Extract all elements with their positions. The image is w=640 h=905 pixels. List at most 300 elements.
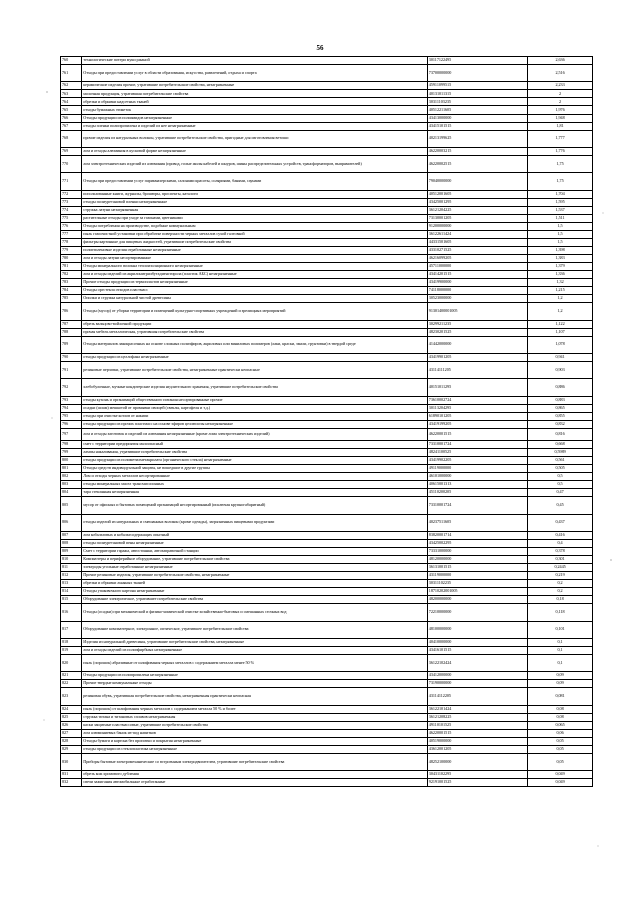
row-number: 778 bbox=[61, 238, 82, 246]
row-number: 803 bbox=[61, 481, 82, 489]
fkko-code: 73700000000 bbox=[427, 65, 527, 82]
table-row bbox=[61, 106, 593, 114]
row-number: 785 bbox=[61, 295, 82, 303]
waste-name: электроды угольные отработанные незагрязненные bbox=[82, 564, 428, 572]
row-number: 813 bbox=[61, 580, 82, 588]
table-row bbox=[61, 98, 593, 106]
quantity-value: 0,45 bbox=[528, 497, 593, 514]
waste-name: Изделия из натуральной древесины, утратившие потребительские свойства, незагрязненные bbox=[82, 638, 428, 646]
quantity-value: 0,101 bbox=[528, 621, 593, 638]
fkko-code: 73610002724 bbox=[427, 396, 527, 404]
table-row bbox=[61, 646, 593, 654]
table-row bbox=[61, 361, 593, 378]
fkko-code: 43419902205 bbox=[427, 457, 527, 465]
quantity-value: 0,2 bbox=[528, 588, 593, 596]
waste-name: резиновая обувь, утратившая потребительские свойства, незагрязненная практически неопасная bbox=[82, 688, 428, 705]
fkko-code: 43114111205 bbox=[427, 361, 527, 378]
table-row bbox=[61, 271, 593, 279]
row-number: 789 bbox=[61, 336, 82, 353]
quantity-value: 1,704 bbox=[528, 190, 593, 198]
fkko-code: 40512001605 bbox=[427, 190, 527, 198]
table-row bbox=[61, 130, 593, 147]
row-number: 790 bbox=[61, 353, 82, 361]
row-number: 794 bbox=[61, 404, 82, 412]
waste-name: молочная продукция, утратившая потребительские свойства bbox=[82, 90, 428, 98]
fkko-code: 43412000000 bbox=[427, 672, 527, 680]
waste-name: каски защитные пластмассовые, утратившие потребительские свойства bbox=[82, 721, 428, 729]
row-number: 787 bbox=[61, 320, 82, 328]
fkko-code: 43414201515 bbox=[427, 271, 527, 279]
quantity-value: 0,865 bbox=[528, 404, 593, 412]
row-number: 815 bbox=[61, 596, 82, 604]
table-row bbox=[61, 303, 593, 320]
quantity-value: 0,2 bbox=[528, 580, 593, 588]
waste-name: Отходы оргстекла отходов пластмасс bbox=[82, 287, 428, 295]
waste-name: Отходы средств индивидуальной защиты, не вошедшие в другие группы bbox=[82, 465, 428, 473]
waste-name: отходы изделий из натуральных и смешанных волокон (кроме одежды), загрязненных пищевыми продуктами bbox=[82, 514, 428, 531]
quantity-value: 0,816 bbox=[528, 428, 593, 440]
fkko-code: 43310271525 bbox=[427, 246, 527, 254]
quantity-value: 1,5 bbox=[528, 238, 593, 246]
fkko-code: 43419901205 bbox=[427, 353, 527, 361]
quantity-value: 1,078 bbox=[528, 336, 593, 353]
waste-name: смет с территории предприятия малоопасный bbox=[82, 440, 428, 448]
waste-name: осадки (шлам) мешкотой от промывки овощей (свеклы, картофеля и т.д.) bbox=[82, 404, 428, 412]
waste-name: Отходы упаковочного картона незагрязненные bbox=[82, 588, 428, 596]
waste-name: Отходы при предоставлении услуг в области образования, искусства, развлечений, отдыха и спорта bbox=[82, 65, 428, 82]
row-number: 783 bbox=[61, 279, 82, 287]
quantity-value: 0,561 bbox=[528, 457, 593, 465]
fkko-code: 79040000000 bbox=[427, 173, 527, 190]
fkko-code: 30523000000 bbox=[427, 295, 527, 303]
row-number: 809 bbox=[61, 547, 82, 555]
row-number: 807 bbox=[61, 531, 82, 539]
table-row bbox=[61, 497, 593, 514]
waste-name: лом и отходы заготовок и изделий из алюминия незагрязненные (кроме лома электротехнических изделий) bbox=[82, 428, 428, 440]
table-row bbox=[61, 155, 593, 172]
row-number: 762 bbox=[61, 82, 82, 90]
fkko-code: 46220001515 bbox=[427, 729, 527, 737]
quantity-value: 0,049 bbox=[528, 779, 593, 787]
row-number: 788 bbox=[61, 328, 82, 336]
quantity-value: 1,215 bbox=[528, 287, 593, 295]
row-number: 827 bbox=[61, 729, 82, 737]
quantity-value: 0,668 bbox=[528, 440, 593, 448]
fkko-code: 36122611424 bbox=[427, 230, 527, 238]
table-row bbox=[61, 173, 593, 190]
row-number: 830 bbox=[61, 753, 82, 770]
table-row bbox=[61, 198, 593, 206]
quantity-value: 1,2 bbox=[528, 295, 593, 303]
quantity-value: 1,511 bbox=[528, 214, 593, 222]
fkko-code: 73310001724 bbox=[427, 497, 527, 514]
row-number: 810 bbox=[61, 555, 82, 563]
row-number: 795 bbox=[61, 412, 82, 420]
table-row bbox=[61, 206, 593, 214]
quantity-value: 1,2 bbox=[528, 303, 593, 320]
waste-name: отходы продукции из стеклопластика незагрязненные bbox=[82, 745, 428, 753]
waste-name: отходы пленки полипропилена и изделий из нее незагрязненные bbox=[82, 122, 428, 130]
waste-name: пыль (порошок) абразивные от шлифования черных металлов с содержанием металла менее 50 % bbox=[82, 654, 428, 671]
fkko-code: 40237511605 bbox=[427, 514, 527, 531]
fkko-code: 73331000000 bbox=[427, 547, 527, 555]
quantity-value: 0,18 bbox=[528, 596, 593, 604]
waste-name: пыль (порошок) от шлифования черных металлов с содержанием металла 50 % и более bbox=[82, 705, 428, 713]
waste-name: отходы при очистке котлов от накипи bbox=[82, 412, 428, 420]
fkko-code: 49110101525 bbox=[427, 721, 527, 729]
waste-name: полиэтиленовые изделия отработанные незагрязненные bbox=[82, 246, 428, 254]
fkko-code: 43425002295 bbox=[427, 539, 527, 547]
waste-name: Прочие резиновые изделия, утратившие потребительские свойства, незагрязненные bbox=[82, 572, 428, 580]
row-number: 804 bbox=[61, 489, 82, 497]
row-number: 769 bbox=[61, 147, 82, 155]
row-number: 768 bbox=[61, 130, 82, 147]
quantity-value: 0,1 bbox=[528, 638, 593, 646]
waste-name: обрезь кож хромового дубления bbox=[82, 771, 428, 779]
table-row bbox=[61, 114, 593, 122]
row-number: 801 bbox=[61, 465, 82, 473]
table-row bbox=[61, 238, 593, 246]
waste-name: хлебобулочные, мучные кондитерские изделия недлительного хранения, утратившие потребительские свойства bbox=[82, 379, 428, 396]
fkko-code: 48100000000 bbox=[427, 621, 527, 638]
row-number: 761 bbox=[61, 65, 82, 82]
row-number: 773 bbox=[61, 198, 82, 206]
fkko-code: 43425001295 bbox=[427, 198, 527, 206]
table-row bbox=[61, 729, 593, 737]
waste-name: Оборудование компьютерное, электронное, оптическое, утратившее потребительские свойства bbox=[82, 621, 428, 638]
quantity-value: 1,75 bbox=[528, 155, 593, 172]
row-number: 771 bbox=[61, 173, 82, 190]
quantity-value: 1,107 bbox=[528, 328, 593, 336]
row-number: 806 bbox=[61, 514, 82, 531]
fkko-code: 43119000000 bbox=[427, 572, 527, 580]
row-number: 825 bbox=[61, 713, 82, 721]
table-row bbox=[61, 57, 593, 65]
fkko-code: 44331501605 bbox=[427, 238, 527, 246]
quantity-value: 0,09 bbox=[528, 672, 593, 680]
table-row bbox=[61, 448, 593, 456]
quantity-value: 0,47 bbox=[528, 489, 593, 497]
table-row bbox=[61, 254, 593, 262]
quantity-value: 0,05 bbox=[528, 745, 593, 753]
fkko-code: 46101000000 bbox=[427, 473, 527, 481]
table-row bbox=[61, 440, 593, 448]
table-row bbox=[61, 262, 593, 270]
fkko-code: 73130001205 bbox=[427, 214, 527, 222]
fkko-code: 40213199625 bbox=[427, 130, 527, 147]
table-row bbox=[61, 596, 593, 604]
row-number: 817 bbox=[61, 621, 82, 638]
quantity-value: 0,378 bbox=[528, 547, 593, 555]
table-row bbox=[61, 353, 593, 361]
table-row bbox=[61, 753, 593, 770]
row-number: 820 bbox=[61, 654, 82, 671]
quantity-value: 1,75 bbox=[528, 173, 593, 190]
row-number: 829 bbox=[61, 745, 82, 753]
waste-name: лом алюминиевых банок из-под напитков bbox=[82, 729, 428, 737]
fkko-code: 49119000000 bbox=[427, 465, 527, 473]
quantity-value: 2,516 bbox=[528, 65, 593, 82]
table-row bbox=[61, 428, 593, 440]
row-number: 828 bbox=[61, 737, 82, 745]
row-number: 766 bbox=[61, 114, 82, 122]
quantity-value: 0,08 bbox=[528, 713, 593, 721]
fkko-code: 73310001724 bbox=[427, 440, 527, 448]
table-row bbox=[61, 680, 593, 688]
row-number: 808 bbox=[61, 539, 82, 547]
row-number: 777 bbox=[61, 230, 82, 238]
row-number: 764 bbox=[61, 98, 82, 106]
waste-name: тара стеклянная незагрязненная bbox=[82, 489, 428, 497]
table-row bbox=[61, 295, 593, 303]
fkko-code: 83820001714 bbox=[427, 531, 527, 539]
table-row bbox=[61, 336, 593, 353]
row-number: 831 bbox=[61, 771, 82, 779]
table-row bbox=[61, 396, 593, 404]
row-number: 826 bbox=[61, 721, 82, 729]
fkko-code: 30113204295 bbox=[427, 404, 527, 412]
quantity-value: 0,06 bbox=[528, 729, 593, 737]
quantity-value: 0,903 bbox=[528, 361, 593, 378]
row-number: 824 bbox=[61, 705, 82, 713]
row-number: 791 bbox=[61, 361, 82, 378]
table-row bbox=[61, 514, 593, 531]
table-row bbox=[61, 420, 593, 428]
fkko-code: 40151011295 bbox=[427, 379, 527, 396]
waste-name: Отходы продукции из полипропилена незагрязненные bbox=[82, 672, 428, 680]
waste-name: отходы продукции из полиметилметакрилата (органического стекла) незагрязненные bbox=[82, 457, 428, 465]
fkko-code: 36121208225 bbox=[427, 713, 527, 721]
fkko-code: 30431102295 bbox=[427, 771, 527, 779]
row-number: 779 bbox=[61, 246, 82, 254]
waste-name: растительные отходы при уходе за газонами, цветниками bbox=[82, 214, 428, 222]
fkko-code: 46220001515 bbox=[427, 428, 527, 440]
waste-name: Отходы минерального волокна теплоизоляционного незагрязненные bbox=[82, 262, 428, 270]
waste-name: мусор от офисных и бытовых помещений организаций несортированный (исключая крупногабаритный) bbox=[82, 497, 428, 514]
table-row bbox=[61, 555, 593, 563]
waste-name: технологические потери муки ржаной bbox=[82, 57, 428, 65]
table-row bbox=[61, 638, 593, 646]
waste-name: прочая мебель металлическая, утратившая потребительские свойства bbox=[82, 328, 428, 336]
table-row bbox=[61, 539, 593, 547]
fkko-code: 30299211235 bbox=[427, 320, 527, 328]
fkko-code: 36121204225 bbox=[427, 206, 527, 214]
row-number: 811 bbox=[61, 564, 82, 572]
quantity-value: 0,5 bbox=[528, 473, 593, 481]
row-number: 799 bbox=[61, 448, 82, 456]
fkko-code: 40131011315 bbox=[427, 90, 527, 98]
table-row bbox=[61, 705, 593, 713]
quantity-value: 1,5 bbox=[528, 230, 593, 238]
row-number: 781 bbox=[61, 262, 82, 270]
table-row bbox=[61, 547, 593, 555]
fkko-code: 43413000000 bbox=[427, 114, 527, 122]
fkko-code: 36122102424 bbox=[427, 654, 527, 671]
fkko-code: 45110200205 bbox=[427, 489, 527, 497]
table-row bbox=[61, 588, 593, 596]
fkko-code: 43114112205 bbox=[427, 688, 527, 705]
row-number: 796 bbox=[61, 420, 82, 428]
row-number: 770 bbox=[61, 155, 82, 172]
fkko-code: 40615001313 bbox=[427, 481, 527, 489]
row-number: 760 bbox=[61, 57, 82, 65]
waste-name: Опилки и стружка натуральной чистой древесины bbox=[82, 295, 428, 303]
fkko-code: 30311103235 bbox=[427, 98, 527, 106]
waste-name: отходы полиуретановой пленки незагрязненные bbox=[82, 198, 428, 206]
fkko-code: 40512211605 bbox=[427, 106, 527, 114]
quantity-value: 1,776 bbox=[528, 147, 593, 155]
quantity-value: 0,941 bbox=[528, 353, 593, 361]
waste-name: Компьютеры и периферийное оборудование, утратившие потребительские свойства bbox=[82, 555, 428, 563]
waste-name: отходы продукции из прочих пластмасс на основе эфиров целлюлозы незагрязненные bbox=[82, 420, 428, 428]
table-row bbox=[61, 230, 593, 238]
table-body bbox=[61, 57, 593, 787]
waste-name: керамические изделия прочие, утратившие потребительские свойства, незагрязненные bbox=[82, 82, 428, 90]
table-row bbox=[61, 320, 593, 328]
fkko-code: 43419199205 bbox=[427, 420, 527, 428]
quantity-value: 2,636 bbox=[528, 57, 593, 65]
table-row bbox=[61, 721, 593, 729]
waste-name: Отходы потребления на производстве, подобные коммунальным bbox=[82, 222, 428, 230]
fkko-code: 40410000000 bbox=[427, 638, 527, 646]
waste-name: Лом и отходы черных металлов несортированные bbox=[82, 473, 428, 481]
table-row bbox=[61, 190, 593, 198]
waste-name: лом электротехнических изделий из алюминия (провод, голые жилы кабелей и шнуров, шины распределительных устройств, трансформаторов, выпрямителей) bbox=[82, 155, 428, 172]
table-row bbox=[61, 90, 593, 98]
quantity-value: 2 bbox=[528, 90, 593, 98]
fkko-code: 36131001515 bbox=[427, 564, 527, 572]
table-row bbox=[61, 654, 593, 671]
fkko-code: 74118000000 bbox=[427, 287, 527, 295]
row-number: 784 bbox=[61, 287, 82, 295]
quantity-value: 0,832 bbox=[528, 420, 593, 428]
table-row bbox=[61, 122, 593, 130]
table-row bbox=[61, 147, 593, 155]
row-number: 814 bbox=[61, 588, 82, 596]
table-row bbox=[61, 672, 593, 680]
waste-name: Отходы бумаги и картона без пропитки и покрытия незагрязненные bbox=[82, 737, 428, 745]
waste-name: прочие изделия из натуральных волокон, утратившие потребительские свойства, пригодные для изготовления ветоши bbox=[82, 130, 428, 147]
row-number: 782 bbox=[61, 271, 82, 279]
quantity-value: 0,2445 bbox=[528, 564, 593, 572]
table-row bbox=[61, 572, 593, 580]
waste-name: обрезь вальцово-войлочной продукции bbox=[82, 320, 428, 328]
quantity-value: 1,5 bbox=[528, 222, 593, 230]
waste-name: отходы минеральных масел трансмиссионных bbox=[82, 481, 428, 489]
quantity-value: 0,08 bbox=[528, 705, 593, 713]
row-number: 805 bbox=[61, 497, 82, 514]
quantity-value: 0,437 bbox=[528, 514, 593, 531]
waste-name: обрезки и обрывки льняных тканей bbox=[82, 580, 428, 588]
table-row bbox=[61, 737, 593, 745]
fkko-code: 43415101515 bbox=[427, 122, 527, 130]
fkko-code: 18710202001005 bbox=[427, 588, 527, 596]
quantity-value: 0,09 bbox=[528, 680, 593, 688]
table-row bbox=[61, 481, 593, 489]
table-row bbox=[61, 379, 593, 396]
fkko-code: 30311102235 bbox=[427, 580, 527, 588]
row-number: 821 bbox=[61, 672, 82, 680]
fkko-code: 48230201525 bbox=[427, 328, 527, 336]
table-row bbox=[61, 489, 593, 497]
row-number: 816 bbox=[61, 604, 82, 621]
quantity-value: 1,976 bbox=[528, 106, 593, 114]
quantity-value: 0,1 bbox=[528, 654, 593, 671]
quantity-value: 0,05 bbox=[528, 753, 593, 770]
quantity-value: 1,398 bbox=[528, 246, 593, 254]
row-number: 802 bbox=[61, 473, 82, 481]
row-number: 797 bbox=[61, 428, 82, 440]
fkko-code: 92191001525 bbox=[427, 779, 527, 787]
table-row bbox=[61, 473, 593, 481]
waste-name: Прочие отходы продукции из термопластов незагрязненные bbox=[82, 279, 428, 287]
quantity-value: 0,1 bbox=[528, 646, 593, 654]
quantity-value: 0,05 bbox=[528, 737, 593, 745]
waste-name: отходы полиуретановой пены незагрязненные bbox=[82, 539, 428, 547]
quantity-value: 0,4 bbox=[528, 539, 593, 547]
table-row bbox=[61, 771, 593, 779]
fkko-code: 40519000000 bbox=[427, 737, 527, 745]
waste-name: лампы накаливания, утратившие потребительские свойства bbox=[82, 448, 428, 456]
waste-name: лом и отходы алюминия в кусковой форме незагрязненные bbox=[82, 147, 428, 155]
row-number: 786 bbox=[61, 303, 82, 320]
row-number: 792 bbox=[61, 379, 82, 396]
table-row bbox=[61, 465, 593, 473]
fkko-code: 91301400001005 bbox=[427, 303, 527, 320]
waste-name: резиновые перчатки, утратившие потребительские свойства, незагрязненные практически неопасные bbox=[82, 361, 428, 378]
quantity-value: 0,301 bbox=[528, 555, 593, 563]
table-row bbox=[61, 621, 593, 638]
waste-name: Отходы материалов лакокрасочных на основе сложных полиэфиров, акриловых или виниловых полимеров (лаки, краски, эмали, грунтовки) в твердой среде bbox=[82, 336, 428, 353]
fkko-code: 91200000000 bbox=[427, 222, 527, 230]
waste-name: Приборы бытовые электромеханические со встроенным электродвигателем, утратившие потребительские свойства bbox=[82, 753, 428, 770]
waste-name: лом и отходы изделий из акрилонитрилбутадиенстирола (пластик АБС) незагрязненные bbox=[82, 271, 428, 279]
row-number: 767 bbox=[61, 122, 82, 130]
quantity-value: 1,383 bbox=[528, 254, 593, 262]
waste-name: отходы бумажных этикеток bbox=[82, 106, 428, 114]
quantity-value: 0,219 bbox=[528, 572, 593, 580]
table-row bbox=[61, 580, 593, 588]
row-number: 798 bbox=[61, 440, 82, 448]
table-row bbox=[61, 82, 593, 90]
waste-name: лом и отходы изделий из полиэфирбных незагрязненные bbox=[82, 646, 428, 654]
waste-name: пыль газоочистной установки при обработке поверхности черных металлов сухой галтовкой bbox=[82, 230, 428, 238]
quantity-value: 0,081 bbox=[528, 688, 593, 705]
quantity-value: 1,32 bbox=[528, 279, 593, 287]
quantity-value: 1,336 bbox=[528, 271, 593, 279]
table-row bbox=[61, 404, 593, 412]
fkko-code: 43419900000 bbox=[427, 279, 527, 287]
waste-name: лом и отходы латуни несортированные bbox=[82, 254, 428, 262]
fkko-code: 46216099205 bbox=[427, 254, 527, 262]
fkko-code: 48241100525 bbox=[427, 448, 527, 456]
table-row bbox=[61, 214, 593, 222]
table-row bbox=[61, 65, 593, 82]
table-row bbox=[61, 745, 593, 753]
waste-name: Отходы продукции из полиамидов незагрязненные bbox=[82, 114, 428, 122]
table-row bbox=[61, 412, 593, 420]
waste-name: отходы продукции из целлофана незагрязненные bbox=[82, 353, 428, 361]
fkko-code: 30117122495 bbox=[427, 57, 527, 65]
row-number: 822 bbox=[61, 680, 82, 688]
row-number: 772 bbox=[61, 190, 82, 198]
quantity-value: 0,855 bbox=[528, 412, 593, 420]
fkko-code: 43612001205 bbox=[427, 745, 527, 753]
quantity-value: 1,379 bbox=[528, 262, 593, 270]
quantity-value: 0,049 bbox=[528, 771, 593, 779]
fkko-code: 48120000000 bbox=[427, 555, 527, 563]
table-row bbox=[61, 713, 593, 721]
